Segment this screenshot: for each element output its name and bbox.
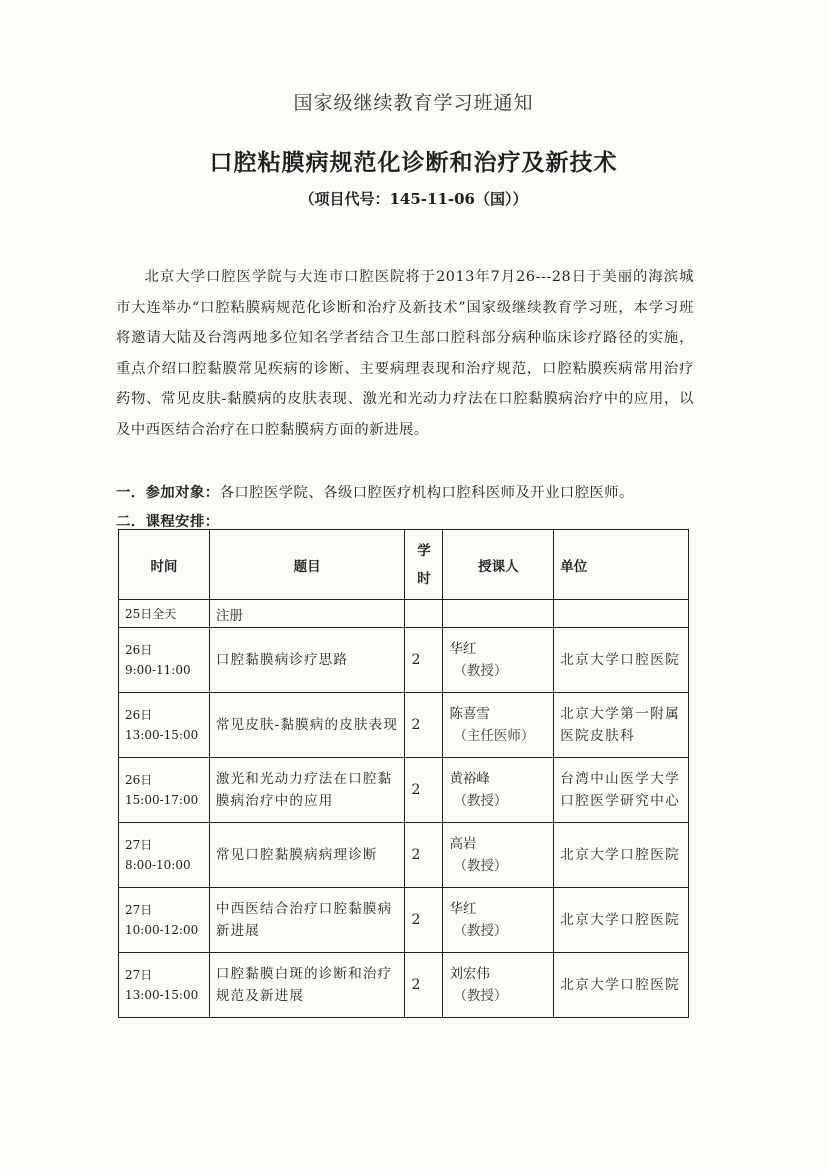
session-teacher-cell — [443, 758, 554, 823]
section-participants-text: 各口腔医学院、各级口腔医疗机构口腔科医师及开业口腔医师。 — [219, 485, 634, 501]
table-row — [119, 953, 689, 1018]
session-topic: 激光和光动力疗法在口腔黏膜病治疗中的应用 — [209, 758, 405, 823]
session-teacher-title: （主任医师） — [453, 728, 535, 744]
session-time-cell — [119, 953, 210, 1018]
session-credit-hours: 2 — [405, 823, 443, 888]
table-header-row — [119, 530, 689, 600]
session-credit-hours: 2 — [405, 888, 443, 953]
session-teacher-cell — [443, 693, 554, 758]
session-teacher-name: 刘宏伟 — [449, 966, 490, 982]
session-time-cell — [119, 888, 210, 953]
session-teacher-cell — [443, 953, 554, 1018]
session-teacher-name: 高岩 — [449, 836, 477, 852]
session-date: 27日 — [125, 838, 153, 852]
table-row — [119, 758, 689, 823]
session-teacher-name: 陈喜雪 — [449, 706, 490, 722]
table-row — [119, 823, 689, 888]
session-teacher-title: （教授） — [453, 793, 508, 809]
intro-paragraph: 北京大学口腔医学院与大连市口腔医院将于2013年7月26---28日于美丽的海滨城市大连举办“口腔粘膜病规范化诊断和治疗及新技术”国家级继续教育学习班，本学习班将邀请大陆及台湾两地多位知名学者结合卫生部口腔科部分病种临床诊疗路径的实施，重点介绍口腔黏膜常见疾病的诊断、主要病理表现和治疗规范，口腔粘膜疾病常用治疗药物、常见皮肤-黏膜病的皮肤表现、激光和光动力疗法在口腔黏膜病治疗中的应用，以及中西医结合治疗在口腔黏膜病方面的新进展。 — [116, 269, 694, 438]
session-credit-hours: 2 — [405, 953, 443, 1018]
header-hours — [405, 530, 443, 600]
notice-header: 国家级继续教育学习班通知 — [293, 92, 534, 114]
session-hours-range: 13:00-15:00 — [125, 988, 199, 1002]
session-topic: 口腔黏膜白斑的诊断和治疗规范及新进展 — [209, 953, 405, 1018]
session-unit: 北京大学口腔医院 — [554, 628, 689, 693]
session-time-cell — [119, 758, 210, 823]
session-credit-hours: 2 — [405, 758, 443, 823]
registration-time: 25日全天 — [119, 600, 210, 628]
session-hours-range: 8:00-10:00 — [125, 858, 191, 872]
section-participants — [116, 482, 716, 502]
session-teacher-title: （教授） — [453, 858, 508, 874]
session-teacher-name: 华红 — [449, 641, 477, 657]
session-date: 26日 — [125, 643, 153, 657]
session-teacher-name: 黄裕峰 — [449, 771, 490, 787]
registration-teacher — [443, 600, 554, 628]
table-row — [119, 693, 689, 758]
course-title: 口腔粘膜病规范化诊断和治疗及新技术 — [209, 149, 618, 176]
project-code: （项目代号：145-11-06（国）） — [299, 190, 528, 208]
header-topic: 题目 — [209, 530, 405, 600]
registration-row — [119, 600, 689, 628]
table-row — [119, 628, 689, 693]
header-hours-line2: 时 — [417, 570, 431, 587]
session-credit-hours: 2 — [405, 693, 443, 758]
session-hours-range: 13:00-15:00 — [125, 728, 199, 742]
session-teacher-title: （教授） — [453, 923, 508, 939]
session-time-cell — [119, 693, 210, 758]
header-unit: 单位 — [554, 530, 689, 600]
session-date: 26日 — [125, 708, 153, 722]
session-topic: 中西医结合治疗口腔黏膜病新进展 — [209, 888, 405, 953]
registration-unit — [554, 600, 689, 628]
session-date: 27日 — [125, 903, 153, 917]
session-unit: 北京大学口腔医院 — [554, 953, 689, 1018]
session-teacher-cell — [443, 888, 554, 953]
session-teacher-name: 华红 — [449, 901, 477, 917]
table-row — [119, 888, 689, 953]
registration-topic: 注册 — [209, 600, 405, 628]
header-teacher: 授课人 — [443, 530, 554, 600]
session-date: 26日 — [125, 773, 153, 787]
session-teacher-cell — [443, 823, 554, 888]
schedule-table — [118, 529, 689, 1018]
registration-hours — [405, 600, 443, 628]
session-teacher-title: （教授） — [453, 663, 508, 679]
header-hours-line1: 学 — [417, 542, 431, 559]
session-topic: 常见口腔黏膜病病理诊断 — [209, 823, 405, 888]
session-unit: 北京大学第一附属医院皮肤科 — [554, 693, 689, 758]
section-schedule — [116, 511, 716, 531]
session-hours-range: 10:00-12:00 — [125, 923, 199, 937]
session-teacher-cell — [443, 628, 554, 693]
session-teacher-title: （教授） — [453, 988, 508, 1004]
session-topic: 常见皮肤-黏膜病的皮肤表现 — [209, 693, 405, 758]
section-participants-label: 一．参加对象： — [116, 485, 220, 501]
session-hours-range: 9:00-11:00 — [125, 663, 191, 677]
session-time-cell — [119, 628, 210, 693]
session-hours-range: 15:00-17:00 — [125, 793, 199, 807]
session-topic: 口腔黏膜病诊疗思路 — [209, 628, 405, 693]
session-credit-hours: 2 — [405, 628, 443, 693]
session-date: 27日 — [125, 968, 153, 982]
session-unit: 北京大学口腔医院 — [554, 823, 689, 888]
section-schedule-label: 二．课程安排： — [116, 514, 220, 530]
session-unit: 北京大学口腔医院 — [554, 888, 689, 953]
session-unit: 台湾中山医学大学 口腔医学研究中心 — [554, 758, 689, 823]
session-time-cell — [119, 823, 210, 888]
header-time: 时间 — [119, 530, 210, 600]
